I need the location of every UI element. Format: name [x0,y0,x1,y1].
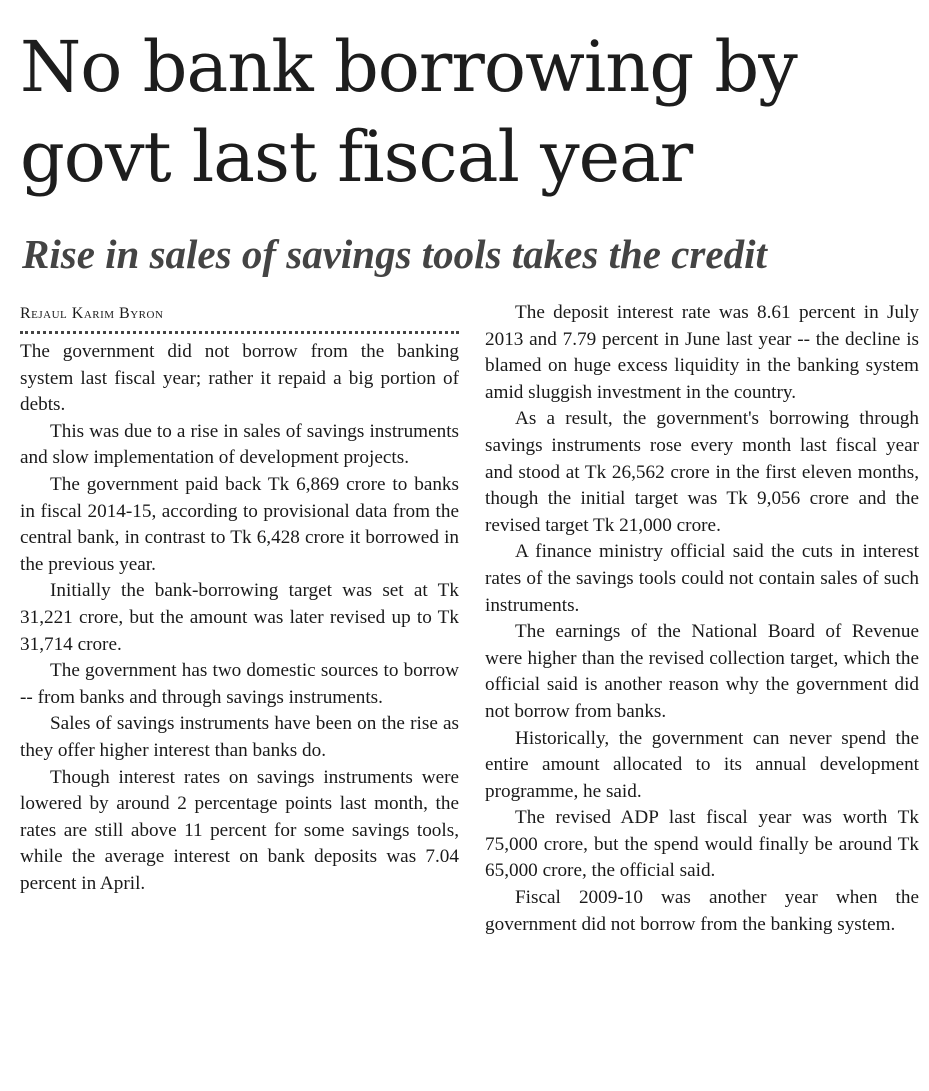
paragraph: Historically, the government can never spend the entire amount allocated to its annual development programme, he said. [485,727,919,802]
paragraph: Fiscal 2009-10 was another year when the government did not borrow from the banking system. [485,887,919,935]
paragraph: The revised ADP last fiscal year was worth Tk 75,000 crore, but the spend would finally be around Tk 65,000 crore, the official said. [485,807,919,882]
headline: No bank borrowing by govt last fiscal year [20,26,797,198]
paragraph: This was due to a rise in sales of savings instruments and slow implementation of development projects. [20,420,459,469]
subheadline: Rise in sales of savings tools takes the credit [22,231,767,277]
article-column-left [20,300,459,897]
paragraph: Initially the bank-borrowing target was set at Tk 31,221 crore, but the amount was later revised up to Tk 31,714 crore. [20,580,459,655]
paragraph: Sales of savings instruments have been on the rise as they offer higher interest than banks do. [20,713,459,761]
paragraph: The deposit interest rate was 8.61 percent in July 2013 and 7.79 percent in June last year -- the decline is blamed on huge excess liquidity in the banking system amid sluggish investment in the country. [485,302,919,403]
paragraph: Though interest rates on savings instruments were lowered by around 2 percentage points last month, the rates are still above 11 percent for some savings tools, while the average interest on bank deposits was 7.04 percent in April. [20,766,459,894]
paragraph: As a result, the government's borrowing through savings instruments rose every month last fiscal year and stood at Tk 26,562 crore in the first eleven months, though the initial target was Tk 9,056 crore and the revised target Tk 21,000 crore. [485,408,919,536]
byline: Rejaul Karim Byron [20,305,164,322]
article-column-right [485,300,919,938]
byline-divider [20,331,459,334]
paragraph: The government has two domestic sources to borrow -- from banks and through savings instruments. [20,660,459,708]
paragraph: The earnings of the National Board of Revenue were higher than the revised collection target, which the official said is another reason why the government did not borrow from banks. [485,621,919,722]
paragraph: The government did not borrow from the banking system last fiscal year; rather it repaid a big portion of debts. [20,341,459,416]
paragraph: A finance ministry official said the cuts in interest rates of the savings tools could not contain sales of such instruments. [485,541,919,616]
paragraph: The government paid back Tk 6,869 crore to banks in fiscal 2014-15, according to provisional data from the central bank, in contrast to Tk 6,428 crore it borrowed in the previous year. [20,473,459,575]
